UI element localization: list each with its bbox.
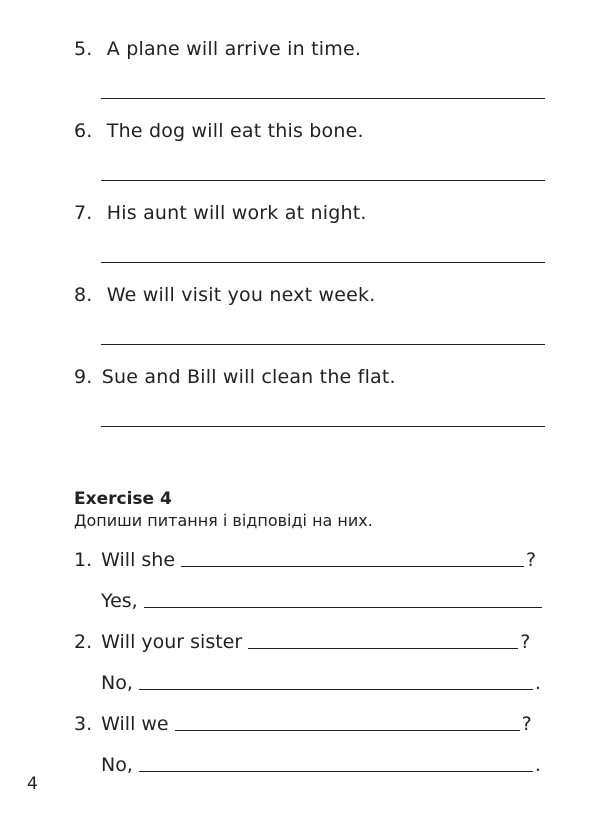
- sentence-number: 5.: [74, 38, 93, 60]
- answer-line[interactable]: [101, 180, 545, 181]
- question-blank[interactable]: [175, 730, 520, 731]
- answer-row-1: [101, 590, 544, 612]
- answer-start: Yes,: [101, 590, 138, 612]
- question-start: Will she: [101, 549, 176, 571]
- answer-end-mark: .: [534, 672, 541, 694]
- question-mark: ?: [520, 631, 531, 653]
- answer-line[interactable]: [101, 262, 545, 263]
- answer-row-2: [101, 672, 541, 694]
- question-row-1: [74, 549, 536, 571]
- sentence-number: 6.: [74, 120, 93, 142]
- answer-start: No,: [101, 754, 133, 776]
- question-mark: ?: [521, 713, 532, 735]
- exercise-title: Exercise 4: [74, 489, 172, 509]
- sentence-number: 8.: [74, 284, 93, 306]
- item-number: 1.: [74, 549, 93, 571]
- sentence-number: 9.: [74, 366, 93, 388]
- question-start: Will your sister: [101, 631, 243, 653]
- sentence-text: A plane will arrive in time.: [106, 38, 362, 60]
- sentence-text: We will visit you next week.: [106, 284, 376, 306]
- answer-line[interactable]: [101, 344, 545, 345]
- answer-line[interactable]: [101, 426, 545, 427]
- answer-end-mark: .: [534, 754, 541, 776]
- sentence-text: Sue and Bill will clean the flat.: [101, 366, 396, 388]
- question-row-3: [74, 713, 532, 735]
- question-blank[interactable]: [248, 648, 518, 649]
- exercise-instruction: Допиши питання і відповіді на них.: [74, 511, 373, 530]
- question-start: Will we: [101, 713, 169, 735]
- question-row-2: [74, 631, 530, 653]
- answer-row-3: [101, 754, 541, 776]
- answer-blank[interactable]: [139, 771, 533, 772]
- answer-blank[interactable]: [144, 607, 542, 608]
- answer-blank[interactable]: [139, 689, 533, 690]
- answer-start: No,: [101, 672, 133, 694]
- page-number: 4: [27, 774, 38, 794]
- sentence-number: 7.: [74, 202, 93, 224]
- item-number: 3.: [74, 713, 93, 735]
- item-number: 2.: [74, 631, 93, 653]
- question-mark: ?: [526, 549, 537, 571]
- question-blank[interactable]: [181, 566, 524, 567]
- answer-line[interactable]: [101, 98, 545, 99]
- sentence-text: The dog will eat this bone.: [106, 120, 364, 142]
- sentence-text: His aunt will work at night.: [106, 202, 367, 224]
